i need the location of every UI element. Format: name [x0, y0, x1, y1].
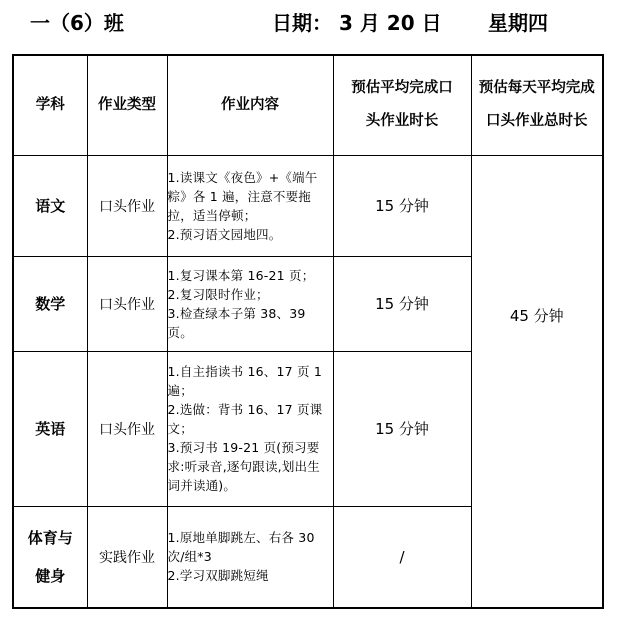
content-cell — [167, 155, 333, 256]
content-line: 1.读课文《夜色》+《端午粽》各 1 遍，注意不要拖拉，适当停顿； — [167, 169, 318, 223]
subject-cell: 语文 — [13, 155, 87, 256]
time-cell: 15 分钟 — [333, 155, 471, 256]
header-time-line2: 头作业时长 — [365, 113, 439, 130]
content-line: 1.原地单脚跳左、右各 30 次/组*3 — [167, 530, 315, 565]
content-line: 2.学习双脚跳短绳 — [167, 568, 269, 584]
header-time — [333, 55, 471, 155]
subject-line: 健身 — [35, 566, 66, 585]
homework-table — [12, 54, 604, 609]
type-cell: 口头作业 — [87, 256, 167, 351]
header-type: 作业类型 — [87, 55, 167, 155]
content-line: 2.预习语文园地四。 — [167, 226, 282, 242]
page-header — [0, 8, 617, 38]
time-cell: / — [333, 506, 471, 608]
subject-cell: 数学 — [13, 256, 87, 351]
header-subject: 学科 — [13, 55, 87, 155]
content-cell — [167, 506, 333, 608]
header-total-line2: 口头作业总时长 — [486, 113, 588, 130]
weekday-label: 星期四 — [488, 11, 548, 35]
content-line: 3.预习书 19-21 页(预习要求:听录音,逐句跟读,划出生词并读通)。 — [167, 440, 320, 493]
type-cell: 口头作业 — [87, 155, 167, 256]
table-header-row — [13, 55, 603, 155]
subject-cell — [13, 506, 87, 608]
time-cell: 15 分钟 — [333, 351, 471, 506]
content-line: 2.复习限时作业； — [167, 286, 269, 302]
total-value: 45 分钟 — [509, 307, 564, 326]
content-line: 1.自主指读书 16、17 页 1 遍； — [167, 364, 323, 398]
content-cell — [167, 256, 333, 351]
date-label: 日期： 3 月 20 日 — [272, 11, 442, 35]
header-content: 作业内容 — [167, 55, 333, 155]
content-line: 2.选做：背书 16、17 页课文； — [167, 402, 323, 436]
class-name: 一（6）班 — [30, 11, 124, 35]
subject-cell: 英语 — [13, 351, 87, 506]
header-total-line1: 预估每天平均完成 — [478, 80, 595, 97]
time-cell: 15 分钟 — [333, 256, 471, 351]
type-cell: 实践作业 — [87, 506, 167, 608]
content-line: 3.检查绿本子第 38、39 页。 — [167, 305, 306, 340]
content-line: 1.复习课本第 16-21 页； — [167, 267, 315, 283]
type-cell: 口头作业 — [87, 351, 167, 506]
content-cell — [167, 351, 333, 506]
header-time-line1: 预估平均完成口 — [351, 80, 453, 97]
table-row — [13, 155, 603, 256]
header-total — [471, 55, 603, 155]
total-cell — [471, 155, 603, 608]
subject-line: 体育与 — [27, 528, 73, 547]
